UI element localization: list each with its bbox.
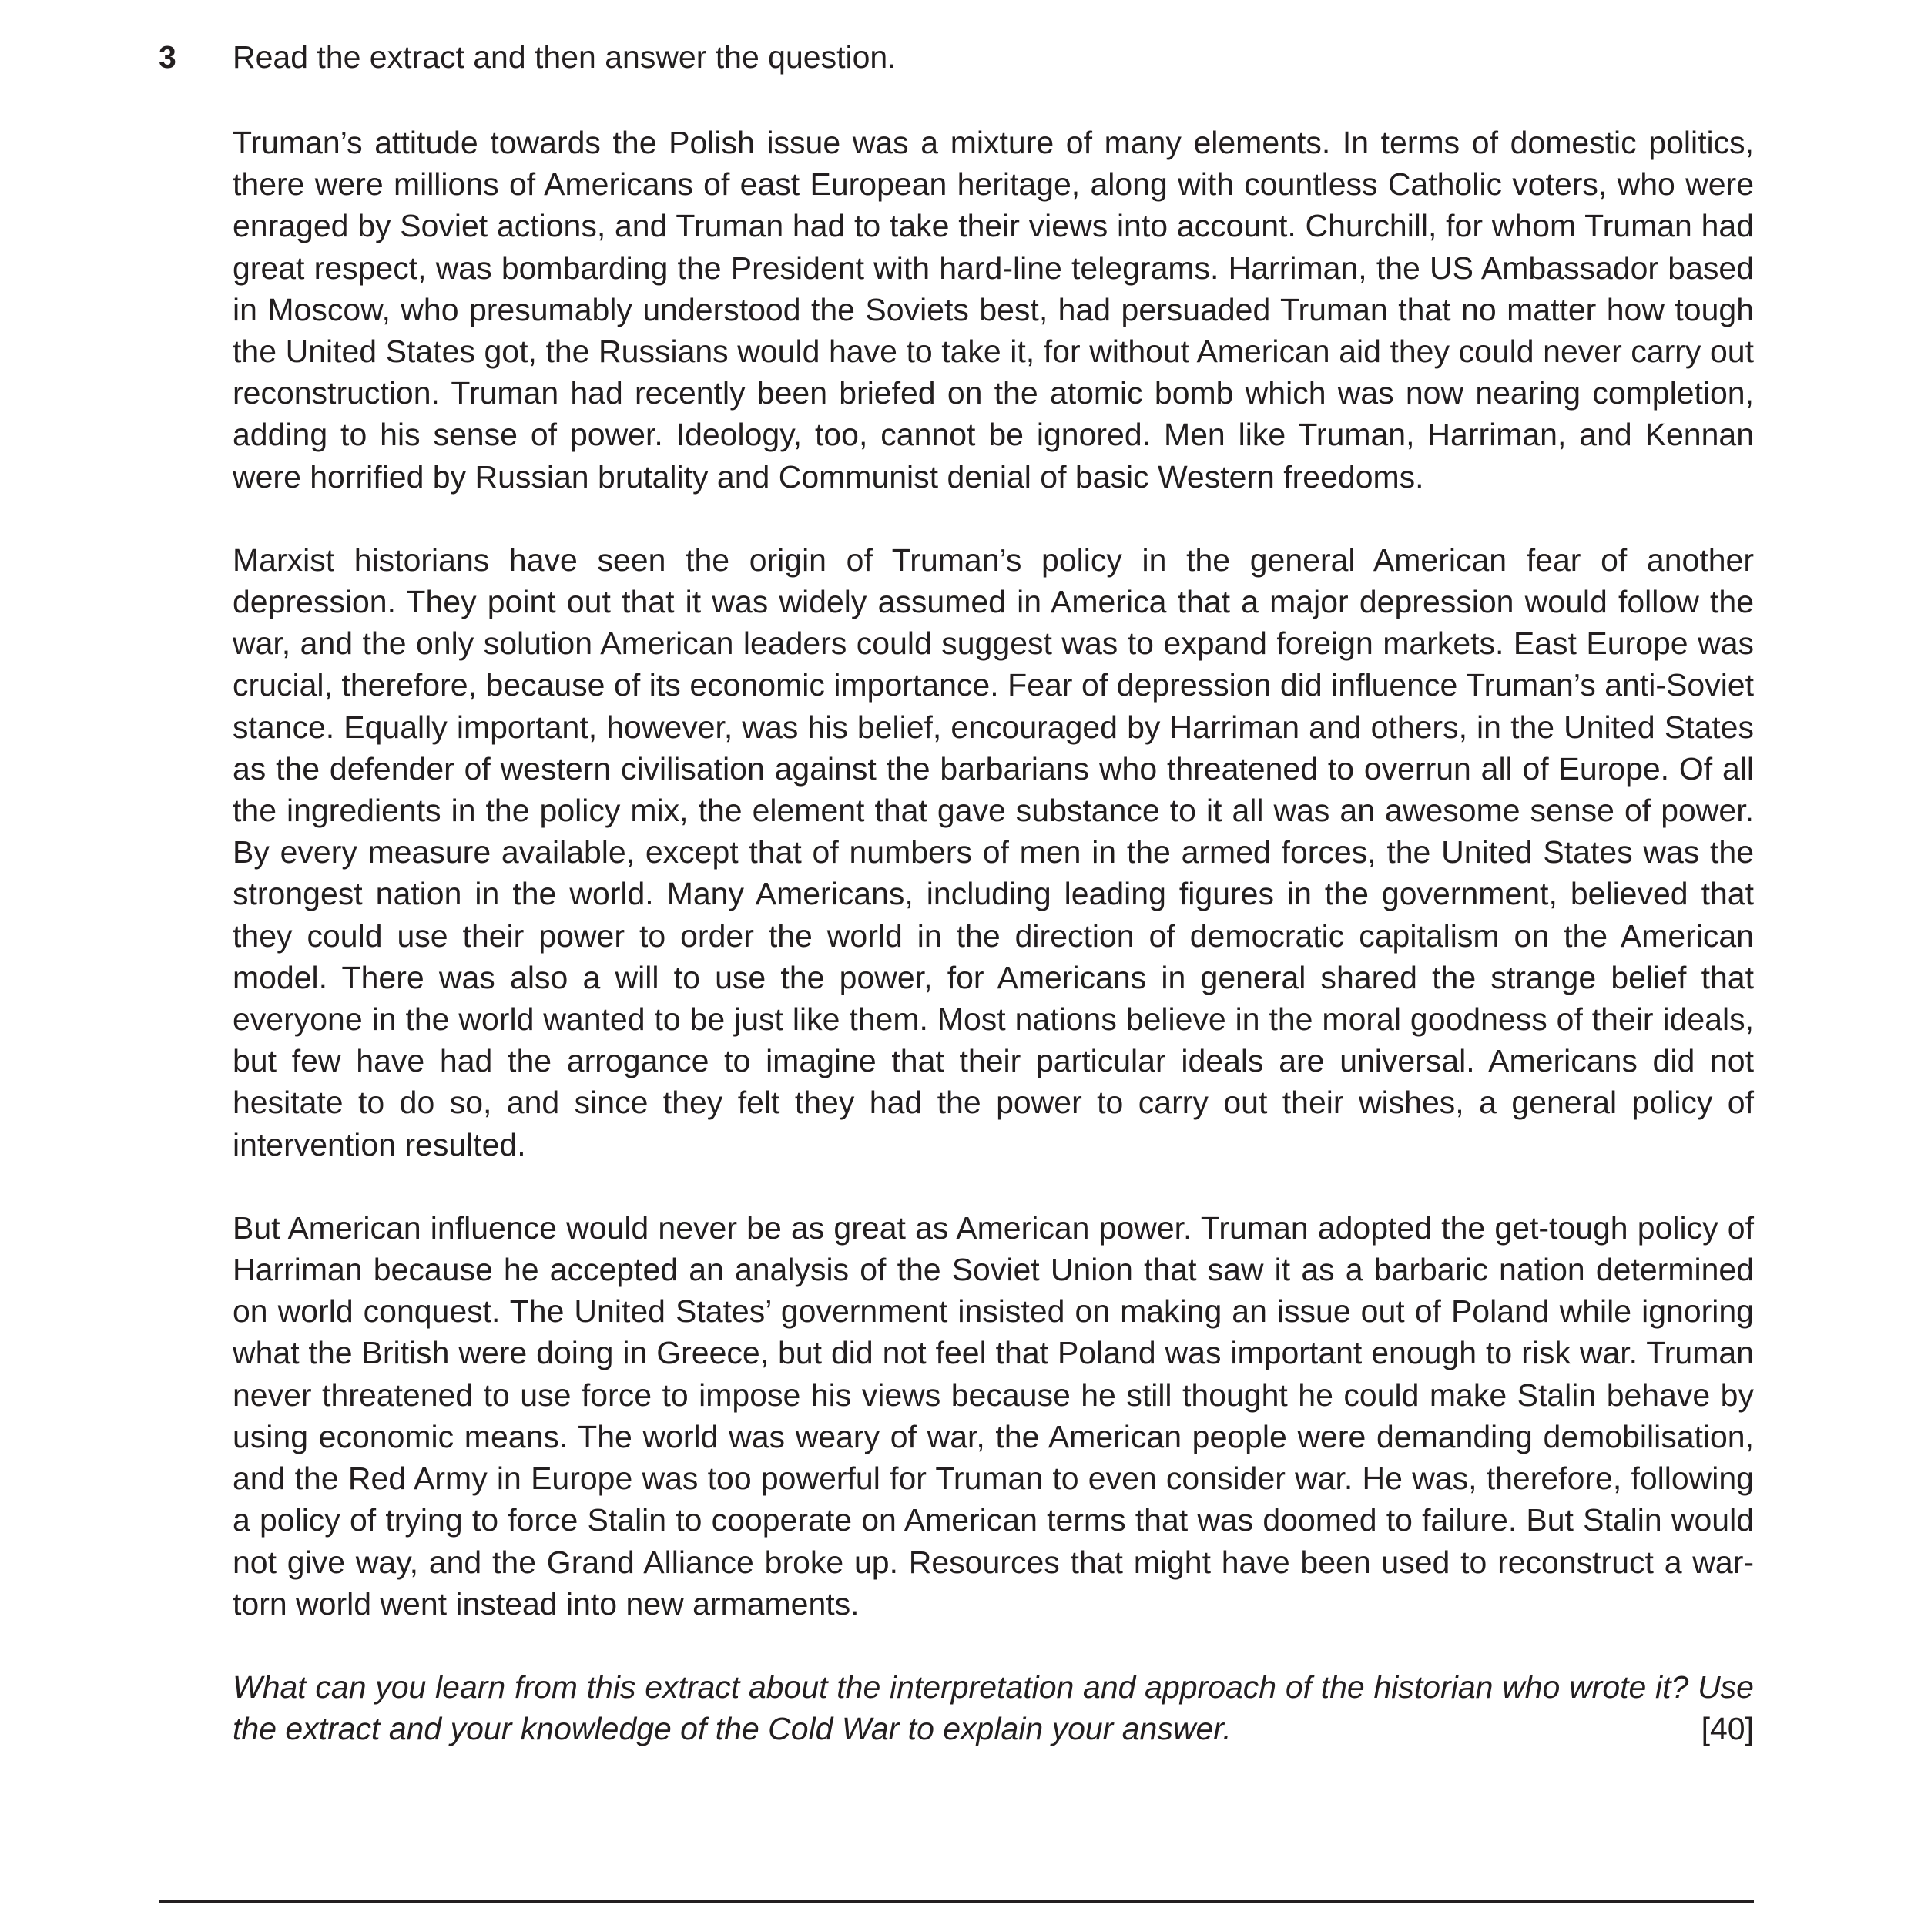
bottom-divider <box>159 1900 1754 1903</box>
question-number: 3 <box>159 39 176 75</box>
question-content <box>233 34 1754 1749</box>
question-prompt-block <box>233 1666 1754 1749</box>
extract-paragraph-3: But American influence would never be as great as American power. Truman adopted the get-tough policy of Harriman because he accepted an analysis of the Soviet Union that saw it as a barbaric nation determined on world conquest. The United States’ government insisted on making an issue out of Poland while ignoring what the British were doing in Greece, but did not feel that Poland was important enough to risk war. Truman never threatened to use force to impose his views because he still thought he could make Stalin behave by using economic means. The world was weary of war, the American people were demanding demobilisation, and the Red Army in Europe was too powerful for Truman to even consider war. He was, therefore, following a policy of trying to force Stalin to cooperate on American terms that was doomed to failure. But Stalin would not give way, and the Grand Alliance broke up. Resources that might have been used to reconstruct a war-torn world went instead into new armaments. <box>233 1209 1754 1622</box>
question-prompt: What can you learn from this extract about the interpretation and approach of the historian who wrote it? Use the extract and your knowledge of the Cold War to explain your answer. <box>233 1669 1754 1747</box>
question-instruction: Read the extract and then answer the question. <box>233 39 897 75</box>
extract-paragraph-2: Marxist historians have seen the origin of Truman’s policy in the general American fear of another depression. They point out that it was widely assumed in America that a major depression would follow the war, and the only solution American leaders could suggest was to expand foreign markets. East Europe was crucial, therefore, because of its economic importance. Fear of depression did influence Truman’s anti-Soviet stance. Equally important, however, was his belief, encouraged by Harriman and others, in the United States as the defender of western civilisation against the barbarians who threatened to overrun all of Europe. Of all the ingredients in the policy mix, the element that gave substance to it all was an awesome sense of power. By every measure available, except that of numbers of men in the armed forces, the United States was the strongest nation in the world. Many Americans, including leading figures in the government, believed that they could use their power to order the world in the direction of democratic capitalism on the American model. There was also a will to use the power, for Americans in general shared the strange belief that everyone in the world wanted to be just like them. Most nations believe in the moral goodness of their ideals, but few have had the arrogance to imagine that their particular ideals are universal. Americans did not hesitate to do so, and since they felt they had the power to carry out their wishes, a general policy of intervention resulted. <box>233 542 1754 1162</box>
marks-allocation: [40] <box>1701 1711 1754 1747</box>
extract-paragraph-1: Truman’s attitude towards the Polish issue was a mixture of many elements. In terms of domestic politics, there were millions of Americans of east European heritage, along with countless Catholic voters, who were enraged by Soviet actions, and Truman had to take their views into account. Churchill, for whom Truman had great respect, was bombarding the President with hard-line telegrams. Harriman, the US Ambassador based in Moscow, who presumably understood the Soviets best, had persuaded Truman that no matter how tough the United States got, the Russians would have to take it, for without American aid they could never carry out reconstruction. Truman had recently been briefed on the atomic bomb which was now nearing completion, adding to his sense of power. Ideology, too, cannot be ignored. Men like Truman, Harriman, and Kennan were horrified by Russian brutality and Communist denial of basic Western freedoms. <box>233 125 1754 495</box>
